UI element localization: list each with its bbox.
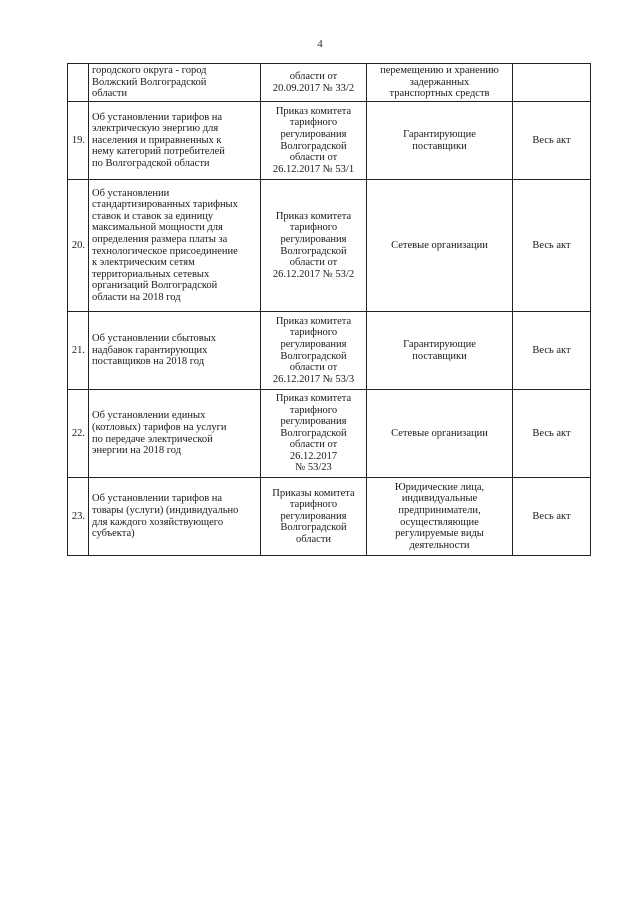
- cell-text: Весь акт: [532, 344, 571, 356]
- cell-text-line: товары (услуги) (индивидуально: [92, 504, 239, 516]
- act-name-cell: [89, 312, 261, 390]
- row-number: [68, 478, 89, 556]
- cell-text-line: по передаче электрической: [92, 433, 213, 445]
- cell-text-line: 26.12.2017 № 53/2: [272, 268, 355, 280]
- cell-text-line: определения размера платы за: [92, 233, 228, 245]
- cell-text-line: предприниматели,: [398, 504, 481, 516]
- cell-text-line: для каждого хозяйствующего: [92, 516, 224, 528]
- act-name-cell: [89, 102, 261, 180]
- cell-text-line: Волгоградской: [280, 350, 347, 362]
- cell-text-line: перемещению и хранению: [380, 65, 499, 77]
- act-scope-cell: [513, 312, 591, 390]
- row-number: [68, 180, 89, 312]
- cell-text-line: задержанных: [409, 76, 470, 88]
- cell-text-line: области: [295, 533, 332, 545]
- cell-text-line: транспортных средств: [389, 88, 490, 100]
- cell-text-line: Приказы комитета: [272, 487, 355, 499]
- cell-text: 23.: [71, 510, 85, 522]
- act-subjects-cell: [367, 478, 513, 556]
- act-subjects-cell: [367, 390, 513, 478]
- cell-text-line: регулирования: [280, 416, 347, 428]
- cell-text-line: Об установлении тарифов на: [92, 493, 223, 505]
- cell-text-line: максимальной мощности для: [92, 222, 223, 234]
- act-document-cell: [261, 478, 367, 556]
- cell-text-line: тарифного: [289, 117, 338, 129]
- cell-text-line: энергии на 2018 год: [92, 445, 182, 457]
- cell-text-line: Приказ комитета: [275, 315, 352, 327]
- row-number: [68, 64, 89, 102]
- cell-text-line: области от: [289, 152, 338, 164]
- act-scope-cell: [513, 64, 591, 102]
- table-row: [68, 180, 591, 312]
- cell-text-line: регулирования: [280, 510, 347, 522]
- cell-text-line: Юридические лица,: [394, 481, 485, 493]
- cell-text-line: тарифного: [289, 222, 338, 234]
- cell-text-line: регулируемые виды: [395, 528, 484, 540]
- cell-text-line: по Волгоградской области: [92, 157, 210, 169]
- cell-text-line: нему категорий потребителей: [92, 146, 225, 158]
- act-name-cell: [89, 180, 261, 312]
- cell-text-line: регулирования: [280, 233, 347, 245]
- cell-text-line: тарифного: [289, 499, 338, 511]
- cell-text-line: городского округа - город: [92, 65, 207, 77]
- cell-text-line: 26.12.2017 № 53/3: [272, 373, 355, 385]
- cell-text-line: Волгоградской: [280, 245, 347, 257]
- cell-text-line: Об установлении единых: [92, 410, 206, 422]
- cell-text-line: деятельности: [409, 539, 470, 551]
- act-document-cell: [261, 64, 367, 102]
- cell-text-line: Гарантирующие: [403, 128, 476, 140]
- cell-text-line: поставщики: [412, 350, 467, 362]
- row-number: [68, 390, 89, 478]
- act-document-cell: [261, 312, 367, 390]
- cell-text-line: области от: [289, 439, 338, 451]
- cell-text-line: (котловых) тарифов на услуги: [92, 421, 227, 433]
- cell-text-line: 20.09.2017 № 33/2: [272, 82, 355, 94]
- cell-text: 19.: [71, 134, 85, 146]
- table-row: [68, 102, 591, 180]
- cell-text: Весь акт: [532, 239, 571, 251]
- cell-text-line: Приказ комитета: [275, 392, 352, 404]
- act-subjects-cell: [367, 312, 513, 390]
- cell-text-line: Приказ комитета: [275, 210, 352, 222]
- cell-text-line: поставщики: [412, 140, 467, 152]
- cell-text-line: области от: [289, 70, 338, 82]
- act-document-cell: [261, 102, 367, 180]
- cell-text-line: регулирования: [280, 128, 347, 140]
- cell-text-line: области от: [289, 257, 338, 269]
- cell-text-line: индивидуальные: [401, 493, 478, 505]
- cell-text-line: 26.12.2017: [289, 450, 338, 462]
- cell-text-line: стандартизированных тарифных: [92, 199, 238, 211]
- act-document-cell: [261, 390, 367, 478]
- page-number: 4: [317, 38, 323, 50]
- acts-table-body: [68, 64, 591, 556]
- cell-text-line: 26.12.2017 № 53/1: [272, 163, 355, 175]
- row-number: [68, 102, 89, 180]
- table-row: [68, 64, 591, 102]
- cell-text: Весь акт: [532, 510, 571, 522]
- cell-text-line: территориальных сетевых: [92, 268, 210, 280]
- table-row: [68, 312, 591, 390]
- cell-text-line: Сетевые организации: [391, 427, 488, 439]
- cell-text-line: ставок и ставок за единицу: [92, 210, 214, 222]
- cell-text-line: тарифного: [289, 404, 338, 416]
- act-scope-cell: [513, 390, 591, 478]
- act-scope-cell: [513, 478, 591, 556]
- cell-text: Весь акт: [532, 134, 571, 146]
- cell-text-line: области: [92, 88, 128, 100]
- table-row: [68, 478, 591, 556]
- cell-text-line: области на 2018 год: [92, 291, 181, 303]
- act-scope-cell: [513, 102, 591, 180]
- cell-text-line: Об установлении: [92, 187, 170, 199]
- cell-text-line: надбавок гарантирующих: [92, 344, 208, 356]
- act-name-cell: [89, 64, 261, 102]
- act-subjects-cell: [367, 180, 513, 312]
- act-document-cell: [261, 180, 367, 312]
- cell-text-line: электрическую энергию для: [92, 123, 219, 135]
- cell-text-line: тарифного: [289, 327, 338, 339]
- cell-text-line: Волгоградской: [280, 522, 347, 534]
- row-number: [68, 312, 89, 390]
- cell-text-line: Приказ комитета: [275, 105, 352, 117]
- act-subjects-cell: [367, 64, 513, 102]
- cell-text-line: Об установлении тарифов на: [92, 111, 223, 123]
- cell-text-line: области от: [289, 362, 338, 374]
- cell-text-line: Сетевые организации: [391, 239, 488, 251]
- cell-text-line: Об установлении сбытовых: [92, 333, 217, 345]
- cell-text: 20.: [71, 239, 85, 251]
- cell-text-line: Волгоградской: [280, 427, 347, 439]
- cell-text-line: № 53/23: [295, 462, 332, 474]
- acts-table: [67, 63, 591, 556]
- cell-text-line: населения и приравненных к: [92, 134, 222, 146]
- cell-text-line: организаций Волгоградской: [92, 280, 218, 292]
- act-name-cell: [89, 390, 261, 478]
- cell-text-line: Волжский Волгоградской: [92, 76, 207, 88]
- cell-text-line: технологическое присоединение: [92, 245, 238, 257]
- act-subjects-cell: [367, 102, 513, 180]
- cell-text-line: к электрическим сетям: [92, 257, 195, 269]
- cell-text-line: Волгоградской: [280, 140, 347, 152]
- cell-text-line: поставщиков на 2018 год: [92, 356, 205, 368]
- cell-text-line: регулирования: [280, 338, 347, 350]
- cell-text: Весь акт: [532, 427, 571, 439]
- act-name-cell: [89, 478, 261, 556]
- cell-text-line: осуществляющие: [400, 516, 479, 528]
- table-row: [68, 390, 591, 478]
- cell-text-line: субъекта): [92, 528, 135, 540]
- cell-text-line: Гарантирующие: [403, 338, 476, 350]
- cell-text: 22.: [71, 427, 85, 439]
- act-scope-cell: [513, 180, 591, 312]
- cell-text: 21.: [71, 344, 85, 356]
